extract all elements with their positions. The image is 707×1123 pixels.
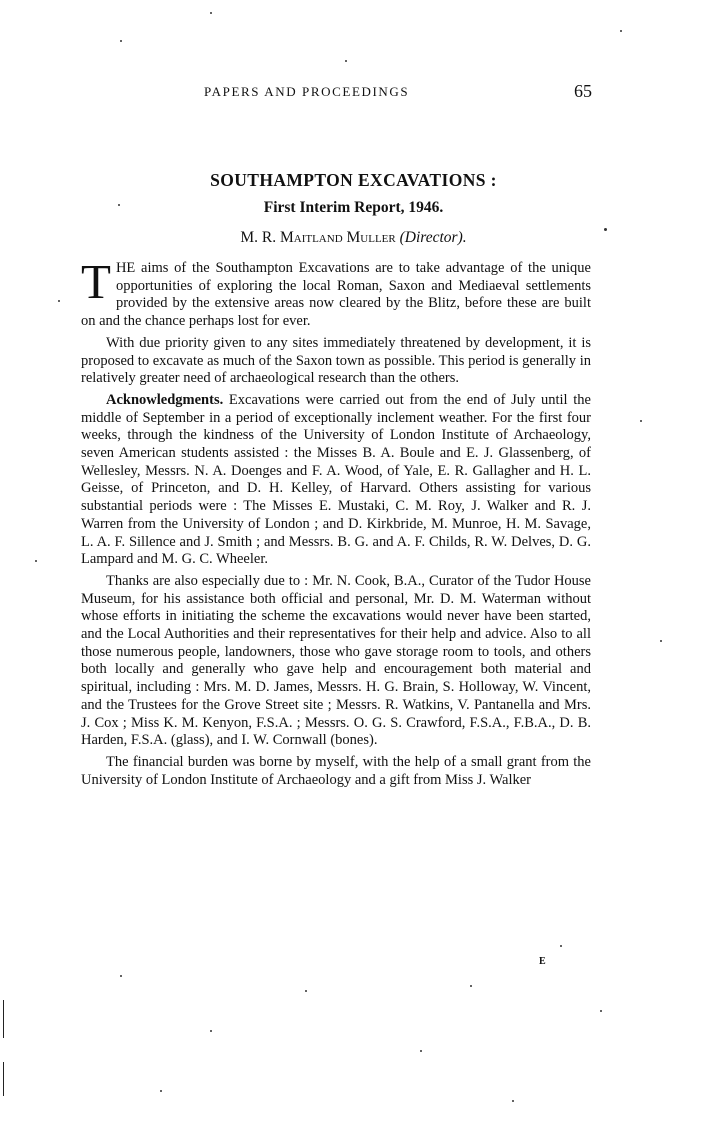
article-body xyxy=(81,254,591,793)
acknowledgments-heading: Acknowledgments. xyxy=(106,391,224,408)
acknowledgments-text: Excavations were carried out from the end of July until the middle of September in a period of exceptionally inclement weather. For the first four weeks, through the kindness of the University of London Institute of Archaeology, seven American students assisted : the Misses B. A. Boule and E. J. Glassenberg, of Wellesley, Messrs. N. A. Doenges and F. A. Wood, of Yale, E. R. Gallagher and H. L. Geisse, of Princeton, and D. H. Kelley, of Harvard. Others assisting for various substantial periods were : The Misses E. Mustaki, C. M. Roy, J. Walker and R. J. Warren from the University of London ; and D. Kirkbride, M. Munroe, H. M. Savage, L. A. F. Sillence and J. Smith ; and Messrs. B. G. and A. F. Childs, R. W. Delves, D. G. Lampard and M. G. C. Wheeler. xyxy=(81,391,591,568)
speck xyxy=(210,1030,212,1032)
speck xyxy=(420,1050,422,1052)
speck xyxy=(640,420,642,422)
article-subtitle: First Interim Report, 1946. xyxy=(263,199,444,216)
speck xyxy=(120,975,122,977)
author-line xyxy=(0,229,707,247)
speck xyxy=(118,204,120,206)
speck xyxy=(600,1010,602,1012)
paragraph-thanks: Thanks are also especially due to : Mr. N. Cook, B.A., Curator of the Tudor House Museum, for his assistance both official and personal, Mr. D. M. Waterman without whose efforts in initiating the scheme the excavations would never have been started, and the Local Authorities and their representatives for their help and advice. Also to all those numerous people, landowners, those who gave storage room to tools, and others both locally and generally who gave help and encouragement both material and spiritual, including : Mrs. M. D. James, Messrs. H. G. Brain, S. Holloway, W. Vincent, and the Trustees for the Grove Street site ; Messrs. R. Watkins, V. Pantanella and Mrs. J. Cox ; Miss K. M. Kenyon, F.S.A. ; Messrs. O. G. S. Crawford, F.S.A., F.B.A., D. B. Harden, F.S.A. (glass), and I. W. Cornwall (bones). xyxy=(81,572,591,749)
paragraph-priority: With due priority given to any sites immediately threatened by development, it is proposed to excavate as much of the Saxon town as possible. This period is generally in relatively greater need of archaeological research than the others. xyxy=(81,334,591,387)
speck xyxy=(35,560,37,562)
speck xyxy=(305,990,307,992)
speck xyxy=(160,1090,162,1092)
speck xyxy=(660,640,662,642)
author-name: M. R. Maitland Muller xyxy=(240,229,396,246)
speck xyxy=(512,1100,514,1102)
speck xyxy=(210,12,212,14)
signature-mark: E xyxy=(539,956,546,967)
speck xyxy=(620,30,622,32)
running-head xyxy=(0,81,707,106)
scan-edge-line xyxy=(3,1062,4,1096)
speck xyxy=(58,300,60,302)
paragraph-acknowledgments xyxy=(81,392,591,569)
speck xyxy=(120,40,122,42)
speck xyxy=(560,945,562,947)
paragraph-intro-text: HE aims of the Southampton Excavations are to take advantage of the unique opportunities of exploring the local Roman, Saxon and Mediaeval settlements provided by the extensive areas now cleared by the Blitz, before these are built on and the chance perhaps lost for ever. xyxy=(81,260,591,330)
author-role: (Director). xyxy=(399,229,467,246)
speck xyxy=(470,985,472,987)
scan-edge-line xyxy=(3,1000,4,1038)
speck xyxy=(604,228,607,231)
article-title: SOUTHAMPTON EXCAVATIONS : xyxy=(210,170,497,190)
drop-cap: T xyxy=(81,254,111,309)
page-number: 65 xyxy=(574,81,592,101)
speck xyxy=(345,60,347,62)
paragraph-financial: The financial burden was borne by myself, with the help of a small grant from the University of London Institute of Archaeology and a gift from Miss J. Walker xyxy=(81,753,591,788)
paragraph-intro xyxy=(81,254,591,331)
running-title: PAPERS AND PROCEEDINGS xyxy=(204,84,410,99)
